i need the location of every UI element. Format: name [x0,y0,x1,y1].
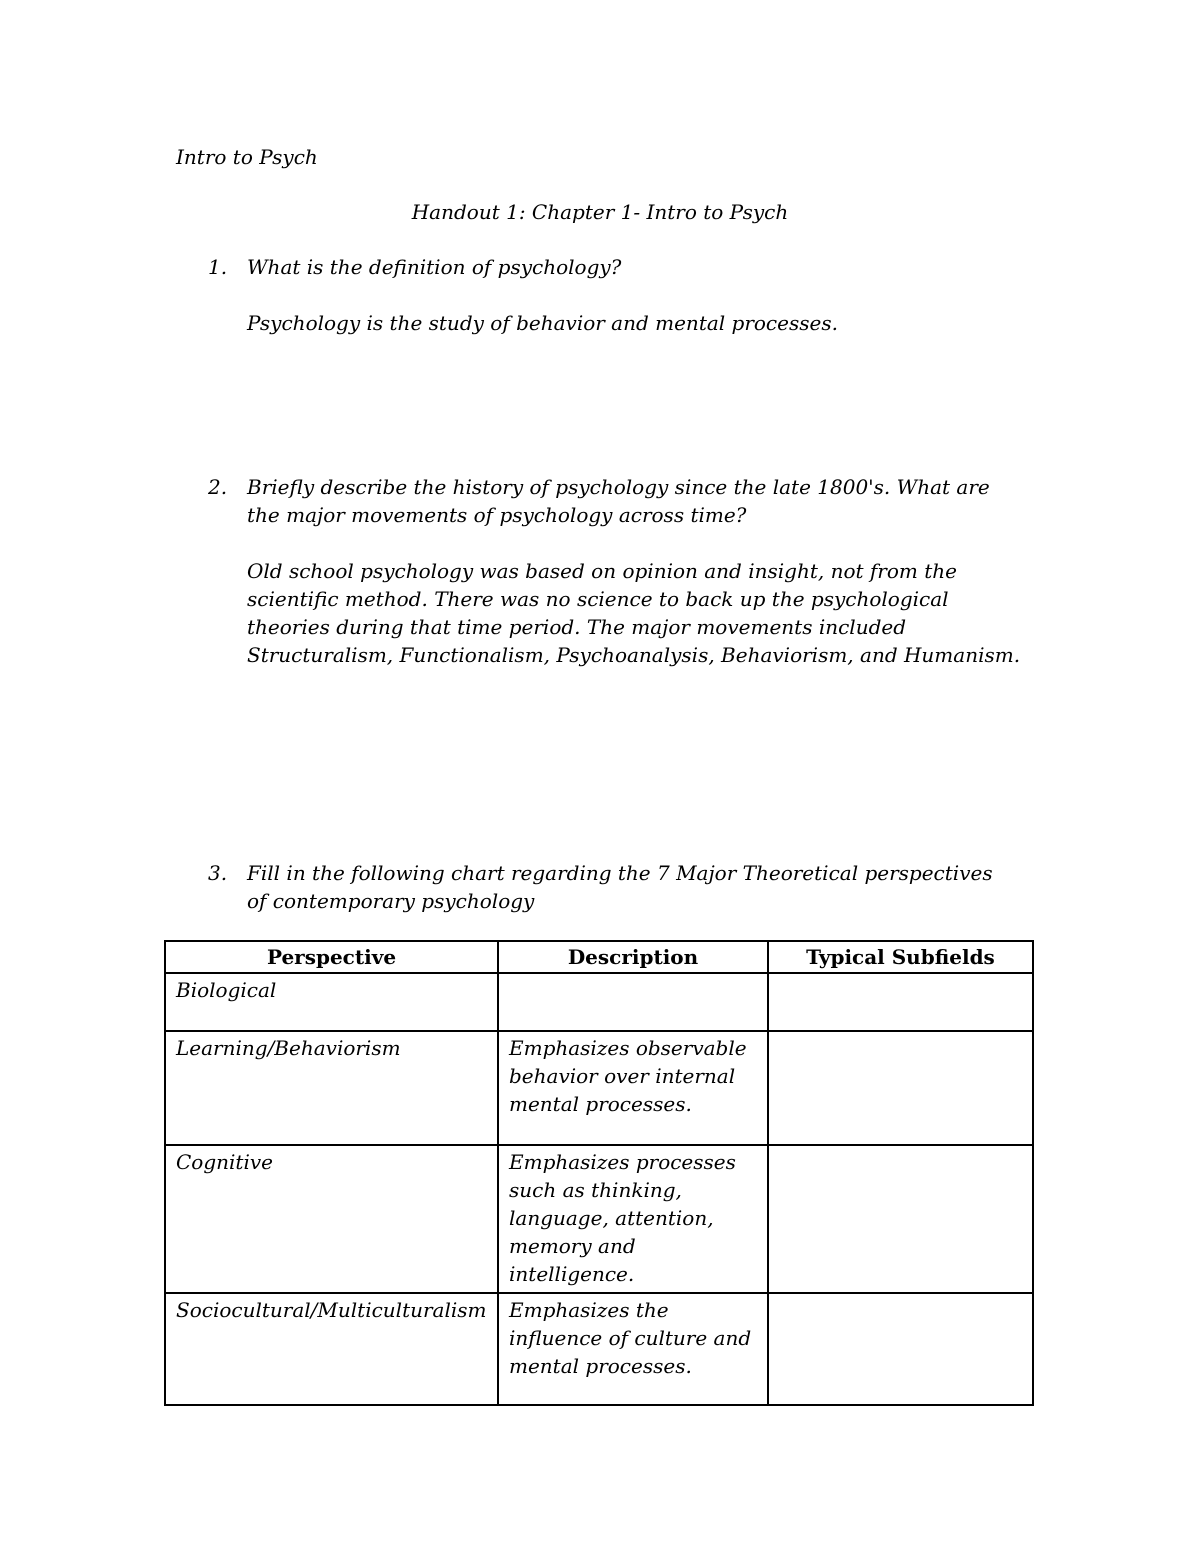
table-row [165,1145,1033,1293]
answer-2-text: Old school psychology was based on opinion and insight, not from the scientific method. There was no science to back up the psychological theories during that time period. The major movements included Structuralism, Functionalism, Psychoanalysis, Behaviorism, and Humanism. [247,559,1021,667]
perspectives-chart [164,940,1034,1406]
perspective-cell: Biological [165,973,498,1031]
handout-title: Handout 1: Chapter 1- Intro to Psych [411,200,789,224]
subfields-cell[interactable] [768,973,1033,1031]
header-description: Description [498,941,768,973]
perspective-cell: Cognitive [165,1145,498,1293]
table-row [165,1293,1033,1405]
header-subfields: Typical Subfields [768,941,1033,973]
question-3-number: 3. [208,861,228,885]
subfields-cell[interactable] [768,1031,1033,1145]
subfields-cell[interactable] [768,1145,1033,1293]
perspective-cell: Sociocultural/Multiculturalism [165,1293,498,1405]
header-perspective: Perspective [165,941,498,973]
description-cell: Emphasizes observable behavior over internal mental processes. [498,1031,768,1145]
perspective-cell: Learning/Behaviorism [165,1031,498,1145]
course-title: Intro to Psych [176,145,318,169]
question-1-text: What is the definition of psychology? [247,255,622,279]
table-row [165,1031,1033,1145]
description-cell: Emphasizes the influence of culture and mental processes. [498,1293,768,1405]
chart-header-row [165,941,1033,973]
description-cell[interactable] [498,973,768,1031]
description-cell: Emphasizes processes such as thinking, language, attention, memory and intelligence. [498,1145,768,1293]
subfields-cell[interactable] [768,1293,1033,1405]
answer-1-text: Psychology is the study of behavior and mental processes. [247,311,838,335]
table-row [165,973,1033,1031]
question-2-number: 2. [208,475,228,499]
question-2-text: Briefly describe the history of psychology since the late 1800's. What are the major movements of psychology across time? [247,475,990,527]
question-3-text: Fill in the following chart regarding the 7 Major Theoretical perspectives of contemporary psychology [247,861,993,913]
question-1-number: 1. [208,255,228,279]
